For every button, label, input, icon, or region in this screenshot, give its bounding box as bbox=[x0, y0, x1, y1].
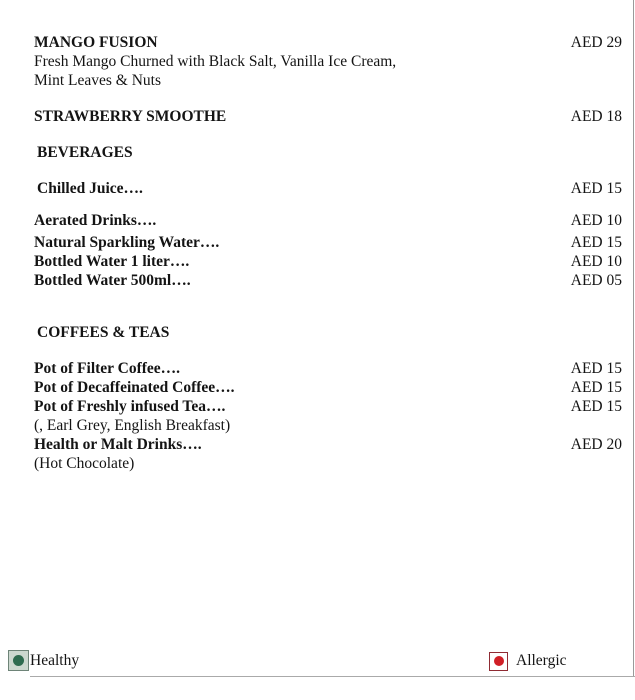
menu-item-price: AED 15 bbox=[570, 379, 622, 396]
menu-item-price: AED 15 bbox=[570, 234, 622, 251]
menu-item-row bbox=[34, 211, 622, 230]
page-border-right bbox=[633, 0, 634, 677]
menu-item-row bbox=[34, 359, 622, 378]
page-border-bottom bbox=[30, 676, 635, 677]
menu-item-row bbox=[34, 107, 622, 126]
menu-item-name: Pot of Decaffeinated Coffee…. bbox=[34, 379, 235, 396]
menu-item-name: Aerated Drinks…. bbox=[34, 212, 157, 229]
menu-item-name: Chilled Juice…. bbox=[37, 180, 143, 197]
menu-item-row bbox=[34, 378, 622, 397]
menu-item-row bbox=[34, 252, 622, 271]
menu-item-price: AED 15 bbox=[570, 180, 622, 197]
legend-healthy bbox=[8, 650, 79, 671]
menu-item-row bbox=[34, 179, 622, 198]
menu-item-name: Health or Malt Drinks…. bbox=[34, 436, 202, 453]
menu-item-price: AED 15 bbox=[570, 360, 622, 377]
menu-item-row bbox=[34, 271, 622, 290]
menu-item-price: AED 15 bbox=[570, 398, 622, 415]
menu-item-price: AED 10 bbox=[570, 212, 622, 229]
menu-item-name: Pot of Filter Coffee…. bbox=[34, 360, 181, 377]
menu-item-name: STRAWBERRY SMOOTHE bbox=[34, 108, 227, 125]
healthy-icon bbox=[8, 650, 29, 671]
menu-item-name: Natural Sparkling Water…. bbox=[34, 234, 220, 251]
menu-item-row bbox=[34, 233, 622, 252]
menu-item-row bbox=[34, 435, 622, 454]
menu-item-description: Mint Leaves & Nuts bbox=[34, 72, 161, 89]
menu-item-description: Fresh Mango Churned with Black Salt, Vanilla Ice Cream, bbox=[34, 53, 397, 70]
legend-healthy-label: Healthy bbox=[30, 651, 80, 669]
menu-item-row bbox=[34, 33, 622, 52]
menu-item-description: (, Earl Grey, English Breakfast) bbox=[34, 417, 231, 434]
menu-item-name: Bottled Water 500ml…. bbox=[34, 272, 191, 289]
menu-item-description: (Hot Chocolate) bbox=[34, 455, 135, 472]
menu-item-row bbox=[34, 397, 622, 416]
allergic-icon bbox=[489, 652, 508, 671]
menu-item-price: AED 29 bbox=[570, 34, 622, 51]
menu-item-price: AED 18 bbox=[570, 108, 622, 125]
section-header: COFFEES & TEAS bbox=[37, 324, 170, 341]
menu-item-name: Bottled Water 1 liter…. bbox=[34, 253, 190, 270]
legend-allergic-label: Allergic bbox=[516, 652, 567, 669]
menu-item-price: AED 05 bbox=[570, 272, 622, 289]
menu-item-name: Pot of Freshly infused Tea…. bbox=[34, 398, 226, 415]
menu-item-price: AED 10 bbox=[570, 253, 622, 270]
menu-item-name: MANGO FUSION bbox=[34, 34, 158, 51]
section-header: BEVERAGES bbox=[37, 144, 133, 161]
legend-allergic bbox=[489, 651, 567, 671]
menu-item-price: AED 20 bbox=[570, 436, 622, 453]
